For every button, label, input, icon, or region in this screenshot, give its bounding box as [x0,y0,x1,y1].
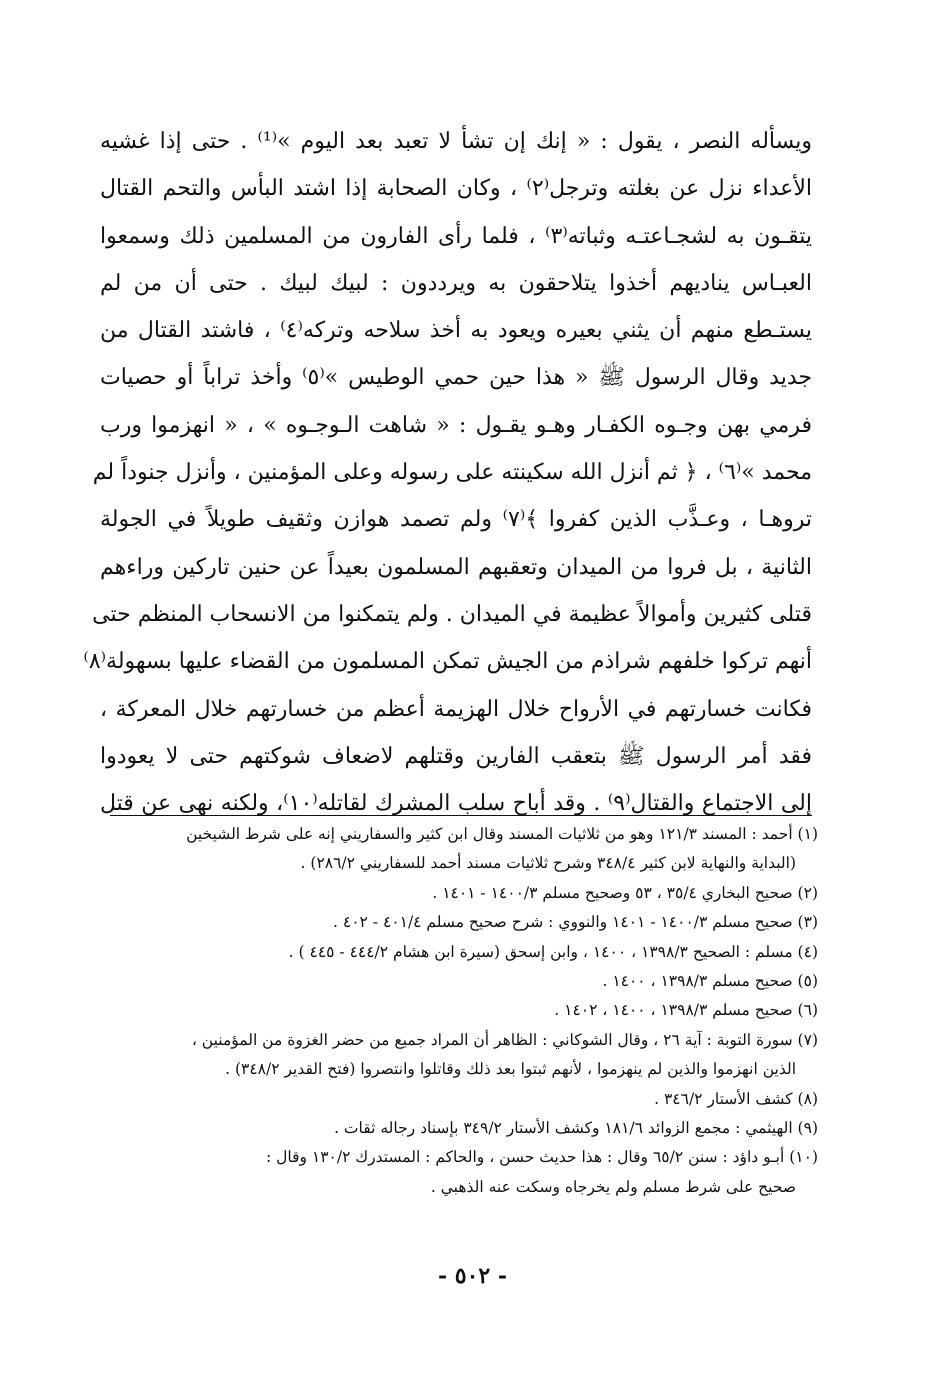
main-text [83,118,813,827]
body-line: يتقـون به لشجـاعتـه وثباته⁽٣⁾ ، فلما رأى الفارون من المسلمين ذلك وسمعوا [100,223,812,249]
body-line: يستـطع منهم أن يثني بعيره ويعود به أخذ سلاحه وتركه⁽٤⁾ ، فاشتد القتال من [100,318,812,344]
footnote: (٦) صحيح مسلم ١٣٩٨/٣ ، ١٤٠٠ ، ١٤٠٢ . [554,1001,818,1020]
footnotes-section [100,820,818,1202]
body-line: العبـاس يناديهم أخذوا يتلاحقون به ويرددون : لبيك لبيك . حتى أن من لم [100,270,812,296]
body-line: فقد أمر الرسول ﷺ بتعقب الفارين وقتلهم لاضعاف شوكتهم حتى لا يعودوا [100,743,813,769]
footnote: (٩) الهيثمي : مجمع الزوائد ١٨١/٦ وكشف الأستار ٣٤٩/٢ بإسناد رجاله ثقات . [334,1118,818,1137]
body-line: تروهـا ، وعـذَّب الذين كفروا ﴾⁽٧⁾ ولم تصمد هوازن وثقيف طويلاً في الجولة [100,507,812,533]
footnote: (٨) كشف الأستار ٣٤٦/٢ . [654,1089,818,1108]
footnote: (٣) صحيح مسلم ١٤٠٠/٣ - ١٤٠١ والنووي : شرح صحيح مسلم ٤٠١/٤ - ٤٠٢ . [333,913,818,932]
footnote: (١) أحمد : المسند ١٢١/٣ وهو من ثلاثيات المسند وقال ابن كثير والسفاريني إنه على شرط الشيخين [186,825,818,843]
body-line: فكانت خسارتهم في الأرواح خلال الهزيمة أعظم من خسارتهم خلال المعركة ، [100,696,812,722]
footnote: (١٠) أبـو داؤد : سنن ٦٥/٢ وقال : هذا حديث حسن ، والحاكم : المستدرك ١٣٠/٢ وقال : [265,1148,818,1167]
body-line: محمد »⁽٦⁾ ، ﴿ ثم أنزل الله سكينته على رسوله وعلى المؤمنين ، وأنزل جنوداً لم [92,460,812,486]
footnote-divider [110,815,812,816]
footnote: (٧) سورة التوبة : آية ٢٦ ، وقال الشوكاني : الظاهر أن المراد جميع من حضر الغزوة من المؤمنين ، [191,1030,818,1049]
body-line: أنهم تركوا خلفهم شراذم من الجيش تمكن المسلمون من القضاء عليها بسهولة⁽٨⁾ [83,649,812,675]
body-line: قتلى كثيرين وأموالاً عظيمة في الميدان . ولم يتمكنوا من الانسحاب المنظم حتى [92,601,812,627]
footnote: (٢) صحيح البخاري ٣٥/٤ ، ٥٣ وصحيح مسلم ١٤٠٠/٣ - ١٤٠١ . [432,883,818,902]
body-line: جديد وقال الرسول ﷺ « هذا حين حمي الوطيس »⁽٥⁾ وأخذ تراباً أو حصيات [100,365,812,391]
footnote-continuation: صحيح على شرط مسلم ولم يخرجاه وسكت عنه الذهبي . [430,1177,796,1196]
footnote-continuation: (البداية والنهاية لابن كثير ٣٤٨/٤ وشرح ثلاثيات مسند أحمد للسفاريني ٢٨٦/٢) . [300,854,796,873]
body-line: الثانية ، بل فروا من الميدان وتعقبهم المسلمون بعيداً عن حنين تاركين وراءهم [100,554,812,580]
footnote-continuation: الذين انهزموا والذين لم ينهزموا ، لأنهم ثبتوا بعد ذلك وقاتلوا وانتصروا (فتح القدير ٣٤٨/٢) . [225,1060,796,1079]
body-line: الأعداء نزل عن بغلته وترجل⁽٢⁾ ، وكان الصحابة إذا اشتد البأس والتحم القتال [100,176,812,202]
footnote: (٤) مسلم : الصحيح ١٣٩٨/٣ ، ١٤٠٠ ، وابن إسحق (سيرة ابن هشام ٤٤٤/٢ - ٤٤٥ ) . [288,942,818,961]
body-line: ويسأله النصر ، يقول : « إنك إن تشأ لا تعبد بعد اليوم »⁽¹⁾ . حتى إذا غشيه [100,129,813,154]
body-line: فرمي بهن وجـوه الكفـار وهـو يقـول : « شاهت الـوجـوه » ، « انهزموا ورب [100,412,812,438]
page-number: - ٥٠٢ - [437,1263,508,1289]
body-line: إلى الاجتماع والقتال⁽٩⁾ . وقد أباح سلب المشرك لقاتله⁽١٠⁾، ولكنه نهى عن قتل [100,791,812,817]
footnote: (٥) صحيح مسلم ١٣٩٨/٣ ، ١٤٠٠ . [602,971,818,990]
